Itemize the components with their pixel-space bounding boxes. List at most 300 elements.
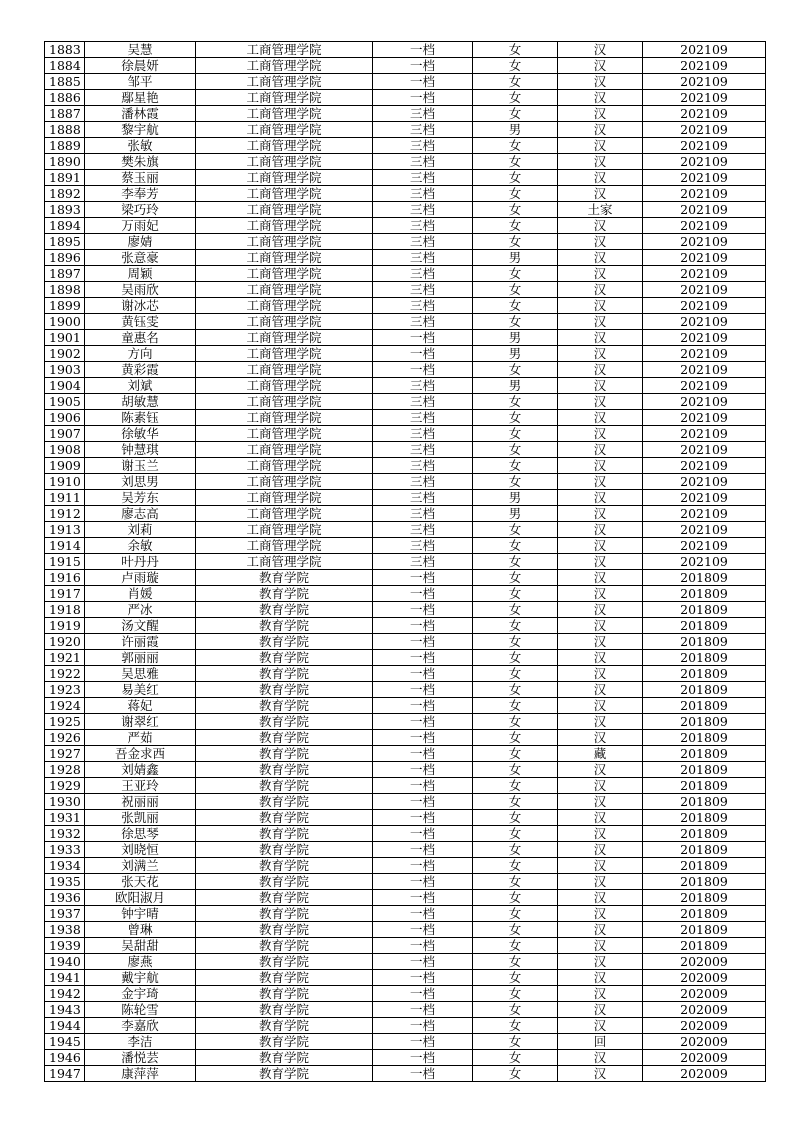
row-number-cell: 1939 <box>45 938 85 954</box>
table-row <box>45 986 766 1002</box>
ethnicity-cell: 汉 <box>558 922 643 938</box>
gender-cell: 女 <box>473 842 558 858</box>
row-number-cell: 1946 <box>45 1050 85 1066</box>
table-row <box>45 890 766 906</box>
ethnicity-cell: 汉 <box>558 282 643 298</box>
name-cell: 陈轮雪 <box>85 1002 196 1018</box>
grade-level-cell: 三档 <box>373 250 473 266</box>
row-number-cell: 1922 <box>45 666 85 682</box>
ethnicity-cell: 汉 <box>558 826 643 842</box>
ethnicity-cell: 汉 <box>558 634 643 650</box>
enrollment-cell: 202109 <box>643 154 766 170</box>
ethnicity-cell: 汉 <box>558 650 643 666</box>
ethnicity-cell: 汉 <box>558 586 643 602</box>
name-cell: 汤文醒 <box>85 618 196 634</box>
enrollment-cell: 202009 <box>643 1066 766 1082</box>
gender-cell: 女 <box>473 890 558 906</box>
enrollment-cell: 202109 <box>643 298 766 314</box>
name-cell: 余敏 <box>85 538 196 554</box>
grade-level-cell: 一档 <box>373 1002 473 1018</box>
table-row <box>45 266 766 282</box>
gender-cell: 女 <box>473 922 558 938</box>
gender-cell: 女 <box>473 586 558 602</box>
row-number-cell: 1906 <box>45 410 85 426</box>
ethnicity-cell: 汉 <box>558 154 643 170</box>
ethnicity-cell: 汉 <box>558 1050 643 1066</box>
enrollment-cell: 202109 <box>643 362 766 378</box>
enrollment-cell: 202109 <box>643 42 766 58</box>
row-number-cell: 1925 <box>45 714 85 730</box>
ethnicity-cell: 汉 <box>558 730 643 746</box>
college-cell: 工商管理学院 <box>196 90 373 106</box>
name-cell: 张凯丽 <box>85 810 196 826</box>
name-cell: 严冰 <box>85 602 196 618</box>
table-row <box>45 442 766 458</box>
enrollment-cell: 201809 <box>643 650 766 666</box>
row-number-cell: 1926 <box>45 730 85 746</box>
enrollment-cell: 202109 <box>643 250 766 266</box>
college-cell: 教育学院 <box>196 570 373 586</box>
table-row <box>45 554 766 570</box>
enrollment-cell: 201809 <box>643 762 766 778</box>
table-row <box>45 586 766 602</box>
gender-cell: 女 <box>473 666 558 682</box>
enrollment-cell: 201809 <box>643 586 766 602</box>
ethnicity-cell: 汉 <box>558 890 643 906</box>
name-cell: 叶丹丹 <box>85 554 196 570</box>
grade-level-cell: 三档 <box>373 538 473 554</box>
name-cell: 曾琳 <box>85 922 196 938</box>
row-number-cell: 1935 <box>45 874 85 890</box>
name-cell: 徐思琴 <box>85 826 196 842</box>
table-row <box>45 170 766 186</box>
row-number-cell: 1918 <box>45 602 85 618</box>
table-row <box>45 698 766 714</box>
college-cell: 工商管理学院 <box>196 186 373 202</box>
gender-cell: 男 <box>473 490 558 506</box>
table-row <box>45 346 766 362</box>
ethnicity-cell: 汉 <box>558 554 643 570</box>
gender-cell: 女 <box>473 682 558 698</box>
table-row <box>45 522 766 538</box>
college-cell: 教育学院 <box>196 1050 373 1066</box>
ethnicity-cell: 汉 <box>558 186 643 202</box>
gender-cell: 女 <box>473 394 558 410</box>
gender-cell: 女 <box>473 778 558 794</box>
grade-level-cell: 一档 <box>373 618 473 634</box>
gender-cell: 女 <box>473 730 558 746</box>
gender-cell: 女 <box>473 234 558 250</box>
ethnicity-cell: 汉 <box>558 266 643 282</box>
ethnicity-cell: 汉 <box>558 778 643 794</box>
row-number-cell: 1941 <box>45 970 85 986</box>
ethnicity-cell: 汉 <box>558 682 643 698</box>
grade-level-cell: 三档 <box>373 266 473 282</box>
table-row <box>45 1050 766 1066</box>
college-cell: 教育学院 <box>196 1066 373 1082</box>
ethnicity-cell: 汉 <box>558 1002 643 1018</box>
grade-level-cell: 一档 <box>373 42 473 58</box>
grade-level-cell: 一档 <box>373 906 473 922</box>
enrollment-cell: 202109 <box>643 490 766 506</box>
ethnicity-cell: 汉 <box>558 74 643 90</box>
gender-cell: 女 <box>473 90 558 106</box>
enrollment-cell: 202009 <box>643 954 766 970</box>
table-body <box>45 42 766 1082</box>
enrollment-cell: 202109 <box>643 58 766 74</box>
name-cell: 张意豪 <box>85 250 196 266</box>
row-number-cell: 1913 <box>45 522 85 538</box>
name-cell: 徐敏华 <box>85 426 196 442</box>
table-row <box>45 602 766 618</box>
student-list-table <box>44 41 766 1082</box>
gender-cell: 女 <box>473 698 558 714</box>
college-cell: 教育学院 <box>196 634 373 650</box>
grade-level-cell: 一档 <box>373 954 473 970</box>
ethnicity-cell: 汉 <box>558 250 643 266</box>
enrollment-cell: 202009 <box>643 1002 766 1018</box>
grade-level-cell: 三档 <box>373 442 473 458</box>
row-number-cell: 1907 <box>45 426 85 442</box>
ethnicity-cell: 汉 <box>558 426 643 442</box>
college-cell: 教育学院 <box>196 986 373 1002</box>
name-cell: 李奉芳 <box>85 186 196 202</box>
ethnicity-cell: 汉 <box>558 442 643 458</box>
grade-level-cell: 一档 <box>373 970 473 986</box>
college-cell: 教育学院 <box>196 682 373 698</box>
row-number-cell: 1889 <box>45 138 85 154</box>
college-cell: 教育学院 <box>196 586 373 602</box>
enrollment-cell: 202109 <box>643 474 766 490</box>
row-number-cell: 1932 <box>45 826 85 842</box>
ethnicity-cell: 汉 <box>558 954 643 970</box>
gender-cell: 男 <box>473 506 558 522</box>
ethnicity-cell: 汉 <box>558 490 643 506</box>
college-cell: 工商管理学院 <box>196 346 373 362</box>
gender-cell: 女 <box>473 538 558 554</box>
gender-cell: 女 <box>473 938 558 954</box>
college-cell: 工商管理学院 <box>196 170 373 186</box>
name-cell: 肖媛 <box>85 586 196 602</box>
name-cell: 张敏 <box>85 138 196 154</box>
name-cell: 刘晓恒 <box>85 842 196 858</box>
grade-level-cell: 三档 <box>373 282 473 298</box>
table-row <box>45 378 766 394</box>
gender-cell: 女 <box>473 266 558 282</box>
table-row <box>45 618 766 634</box>
gender-cell: 女 <box>473 554 558 570</box>
college-cell: 工商管理学院 <box>196 538 373 554</box>
grade-level-cell: 一档 <box>373 362 473 378</box>
enrollment-cell: 202009 <box>643 986 766 1002</box>
ethnicity-cell: 汉 <box>558 234 643 250</box>
enrollment-cell: 201809 <box>643 570 766 586</box>
ethnicity-cell: 汉 <box>558 394 643 410</box>
grade-level-cell: 一档 <box>373 746 473 762</box>
gender-cell: 女 <box>473 170 558 186</box>
enrollment-cell: 201809 <box>643 602 766 618</box>
name-cell: 樊朱旗 <box>85 154 196 170</box>
gender-cell: 女 <box>473 202 558 218</box>
ethnicity-cell: 汉 <box>558 538 643 554</box>
college-cell: 工商管理学院 <box>196 298 373 314</box>
grade-level-cell: 一档 <box>373 938 473 954</box>
ethnicity-cell: 汉 <box>558 1018 643 1034</box>
name-cell: 徐晨妍 <box>85 58 196 74</box>
gender-cell: 女 <box>473 218 558 234</box>
row-number-cell: 1931 <box>45 810 85 826</box>
row-number-cell: 1908 <box>45 442 85 458</box>
name-cell: 廖志高 <box>85 506 196 522</box>
ethnicity-cell: 回 <box>558 1034 643 1050</box>
table-row <box>45 746 766 762</box>
enrollment-cell: 202109 <box>643 170 766 186</box>
table-row <box>45 298 766 314</box>
table-row <box>45 954 766 970</box>
table-row <box>45 154 766 170</box>
gender-cell: 女 <box>473 298 558 314</box>
grade-level-cell: 三档 <box>373 474 473 490</box>
ethnicity-cell: 汉 <box>558 970 643 986</box>
name-cell: 蒋妃 <box>85 698 196 714</box>
table-row <box>45 426 766 442</box>
ethnicity-cell: 汉 <box>558 858 643 874</box>
name-cell: 万雨妃 <box>85 218 196 234</box>
grade-level-cell: 一档 <box>373 586 473 602</box>
name-cell: 廖婧 <box>85 234 196 250</box>
gender-cell: 女 <box>473 458 558 474</box>
gender-cell: 女 <box>473 874 558 890</box>
name-cell: 李嘉欣 <box>85 1018 196 1034</box>
table-row <box>45 90 766 106</box>
gender-cell: 男 <box>473 330 558 346</box>
enrollment-cell: 202009 <box>643 1050 766 1066</box>
row-number-cell: 1885 <box>45 74 85 90</box>
enrollment-cell: 201809 <box>643 634 766 650</box>
table-row <box>45 810 766 826</box>
enrollment-cell: 202109 <box>643 330 766 346</box>
table-row <box>45 666 766 682</box>
enrollment-cell: 201809 <box>643 922 766 938</box>
ethnicity-cell: 汉 <box>558 666 643 682</box>
grade-level-cell: 一档 <box>373 794 473 810</box>
ethnicity-cell: 汉 <box>558 506 643 522</box>
name-cell: 刘满兰 <box>85 858 196 874</box>
table-row <box>45 122 766 138</box>
gender-cell: 男 <box>473 378 558 394</box>
row-number-cell: 1893 <box>45 202 85 218</box>
gender-cell: 女 <box>473 794 558 810</box>
grade-level-cell: 一档 <box>373 810 473 826</box>
grade-level-cell: 三档 <box>373 218 473 234</box>
gender-cell: 女 <box>473 1002 558 1018</box>
enrollment-cell: 202109 <box>643 186 766 202</box>
college-cell: 教育学院 <box>196 842 373 858</box>
gender-cell: 女 <box>473 714 558 730</box>
enrollment-cell: 202109 <box>643 378 766 394</box>
grade-level-cell: 一档 <box>373 650 473 666</box>
grade-level-cell: 一档 <box>373 730 473 746</box>
enrollment-cell: 201809 <box>643 938 766 954</box>
row-number-cell: 1921 <box>45 650 85 666</box>
gender-cell: 男 <box>473 122 558 138</box>
ethnicity-cell: 汉 <box>558 762 643 778</box>
row-number-cell: 1905 <box>45 394 85 410</box>
enrollment-cell: 201809 <box>643 730 766 746</box>
enrollment-cell: 201809 <box>643 698 766 714</box>
ethnicity-cell: 汉 <box>558 330 643 346</box>
name-cell: 刘莉 <box>85 522 196 538</box>
table-row <box>45 714 766 730</box>
grade-level-cell: 一档 <box>373 858 473 874</box>
enrollment-cell: 201809 <box>643 778 766 794</box>
name-cell: 欧阳淑月 <box>85 890 196 906</box>
row-number-cell: 1896 <box>45 250 85 266</box>
grade-level-cell: 一档 <box>373 890 473 906</box>
enrollment-cell: 202109 <box>643 394 766 410</box>
grade-level-cell: 一档 <box>373 1018 473 1034</box>
gender-cell: 女 <box>473 858 558 874</box>
table-row <box>45 922 766 938</box>
table-row <box>45 970 766 986</box>
enrollment-cell: 202109 <box>643 74 766 90</box>
name-cell: 易美红 <box>85 682 196 698</box>
name-cell: 谢翠红 <box>85 714 196 730</box>
name-cell: 郭丽丽 <box>85 650 196 666</box>
ethnicity-cell: 汉 <box>558 106 643 122</box>
college-cell: 工商管理学院 <box>196 122 373 138</box>
ethnicity-cell: 汉 <box>558 474 643 490</box>
ethnicity-cell: 藏 <box>558 746 643 762</box>
table-row <box>45 762 766 778</box>
grade-level-cell: 一档 <box>373 666 473 682</box>
row-number-cell: 1899 <box>45 298 85 314</box>
college-cell: 教育学院 <box>196 730 373 746</box>
college-cell: 教育学院 <box>196 922 373 938</box>
grade-level-cell: 三档 <box>373 314 473 330</box>
gender-cell: 女 <box>473 618 558 634</box>
gender-cell: 男 <box>473 250 558 266</box>
gender-cell: 女 <box>473 906 558 922</box>
college-cell: 工商管理学院 <box>196 522 373 538</box>
name-cell: 鄢星艳 <box>85 90 196 106</box>
ethnicity-cell: 汉 <box>558 874 643 890</box>
gender-cell: 女 <box>473 650 558 666</box>
table-row <box>45 330 766 346</box>
table-row <box>45 282 766 298</box>
row-number-cell: 1945 <box>45 1034 85 1050</box>
enrollment-cell: 202109 <box>643 90 766 106</box>
ethnicity-cell: 汉 <box>558 218 643 234</box>
grade-level-cell: 三档 <box>373 410 473 426</box>
grade-level-cell: 三档 <box>373 458 473 474</box>
grade-level-cell: 三档 <box>373 138 473 154</box>
name-cell: 吴芳东 <box>85 490 196 506</box>
row-number-cell: 1904 <box>45 378 85 394</box>
college-cell: 工商管理学院 <box>196 42 373 58</box>
row-number-cell: 1900 <box>45 314 85 330</box>
college-cell: 工商管理学院 <box>196 106 373 122</box>
ethnicity-cell: 汉 <box>558 522 643 538</box>
row-number-cell: 1897 <box>45 266 85 282</box>
grade-level-cell: 一档 <box>373 922 473 938</box>
ethnicity-cell: 汉 <box>558 810 643 826</box>
enrollment-cell: 201809 <box>643 826 766 842</box>
row-number-cell: 1928 <box>45 762 85 778</box>
college-cell: 工商管理学院 <box>196 410 373 426</box>
row-number-cell: 1927 <box>45 746 85 762</box>
enrollment-cell: 201809 <box>643 666 766 682</box>
college-cell: 工商管理学院 <box>196 250 373 266</box>
gender-cell: 女 <box>473 186 558 202</box>
gender-cell: 女 <box>473 442 558 458</box>
table-row <box>45 42 766 58</box>
row-number-cell: 1895 <box>45 234 85 250</box>
grade-level-cell: 三档 <box>373 298 473 314</box>
table-row <box>45 1002 766 1018</box>
grade-level-cell: 一档 <box>373 778 473 794</box>
college-cell: 工商管理学院 <box>196 266 373 282</box>
ethnicity-cell: 汉 <box>558 90 643 106</box>
college-cell: 工商管理学院 <box>196 458 373 474</box>
name-cell: 钟慧琪 <box>85 442 196 458</box>
name-cell: 严茹 <box>85 730 196 746</box>
table-row <box>45 458 766 474</box>
enrollment-cell: 202109 <box>643 202 766 218</box>
table-row <box>45 538 766 554</box>
gender-cell: 女 <box>473 1034 558 1050</box>
ethnicity-cell: 汉 <box>558 362 643 378</box>
enrollment-cell: 202009 <box>643 970 766 986</box>
enrollment-cell: 201809 <box>643 842 766 858</box>
college-cell: 工商管理学院 <box>196 218 373 234</box>
college-cell: 工商管理学院 <box>196 138 373 154</box>
grade-level-cell: 一档 <box>373 682 473 698</box>
grade-level-cell: 三档 <box>373 554 473 570</box>
gender-cell: 女 <box>473 986 558 1002</box>
grade-level-cell: 一档 <box>373 346 473 362</box>
name-cell: 胡敏慧 <box>85 394 196 410</box>
table-row <box>45 474 766 490</box>
enrollment-cell: 201809 <box>643 890 766 906</box>
gender-cell: 女 <box>473 154 558 170</box>
ethnicity-cell: 汉 <box>558 602 643 618</box>
table-row <box>45 58 766 74</box>
table-row <box>45 1034 766 1050</box>
grade-level-cell: 一档 <box>373 570 473 586</box>
name-cell: 黄钰雯 <box>85 314 196 330</box>
table-row <box>45 906 766 922</box>
enrollment-cell: 202109 <box>643 282 766 298</box>
gender-cell: 女 <box>473 634 558 650</box>
grade-level-cell: 一档 <box>373 330 473 346</box>
ethnicity-cell: 汉 <box>558 714 643 730</box>
gender-cell: 女 <box>473 42 558 58</box>
enrollment-cell: 202109 <box>643 506 766 522</box>
college-cell: 工商管理学院 <box>196 282 373 298</box>
gender-cell: 女 <box>473 826 558 842</box>
enrollment-cell: 201809 <box>643 682 766 698</box>
enrollment-cell: 201809 <box>643 714 766 730</box>
college-cell: 教育学院 <box>196 618 373 634</box>
grade-level-cell: 三档 <box>373 378 473 394</box>
college-cell: 工商管理学院 <box>196 474 373 490</box>
enrollment-cell: 202109 <box>643 218 766 234</box>
row-number-cell: 1943 <box>45 1002 85 1018</box>
ethnicity-cell: 汉 <box>558 698 643 714</box>
college-cell: 工商管理学院 <box>196 394 373 410</box>
college-cell: 工商管理学院 <box>196 426 373 442</box>
